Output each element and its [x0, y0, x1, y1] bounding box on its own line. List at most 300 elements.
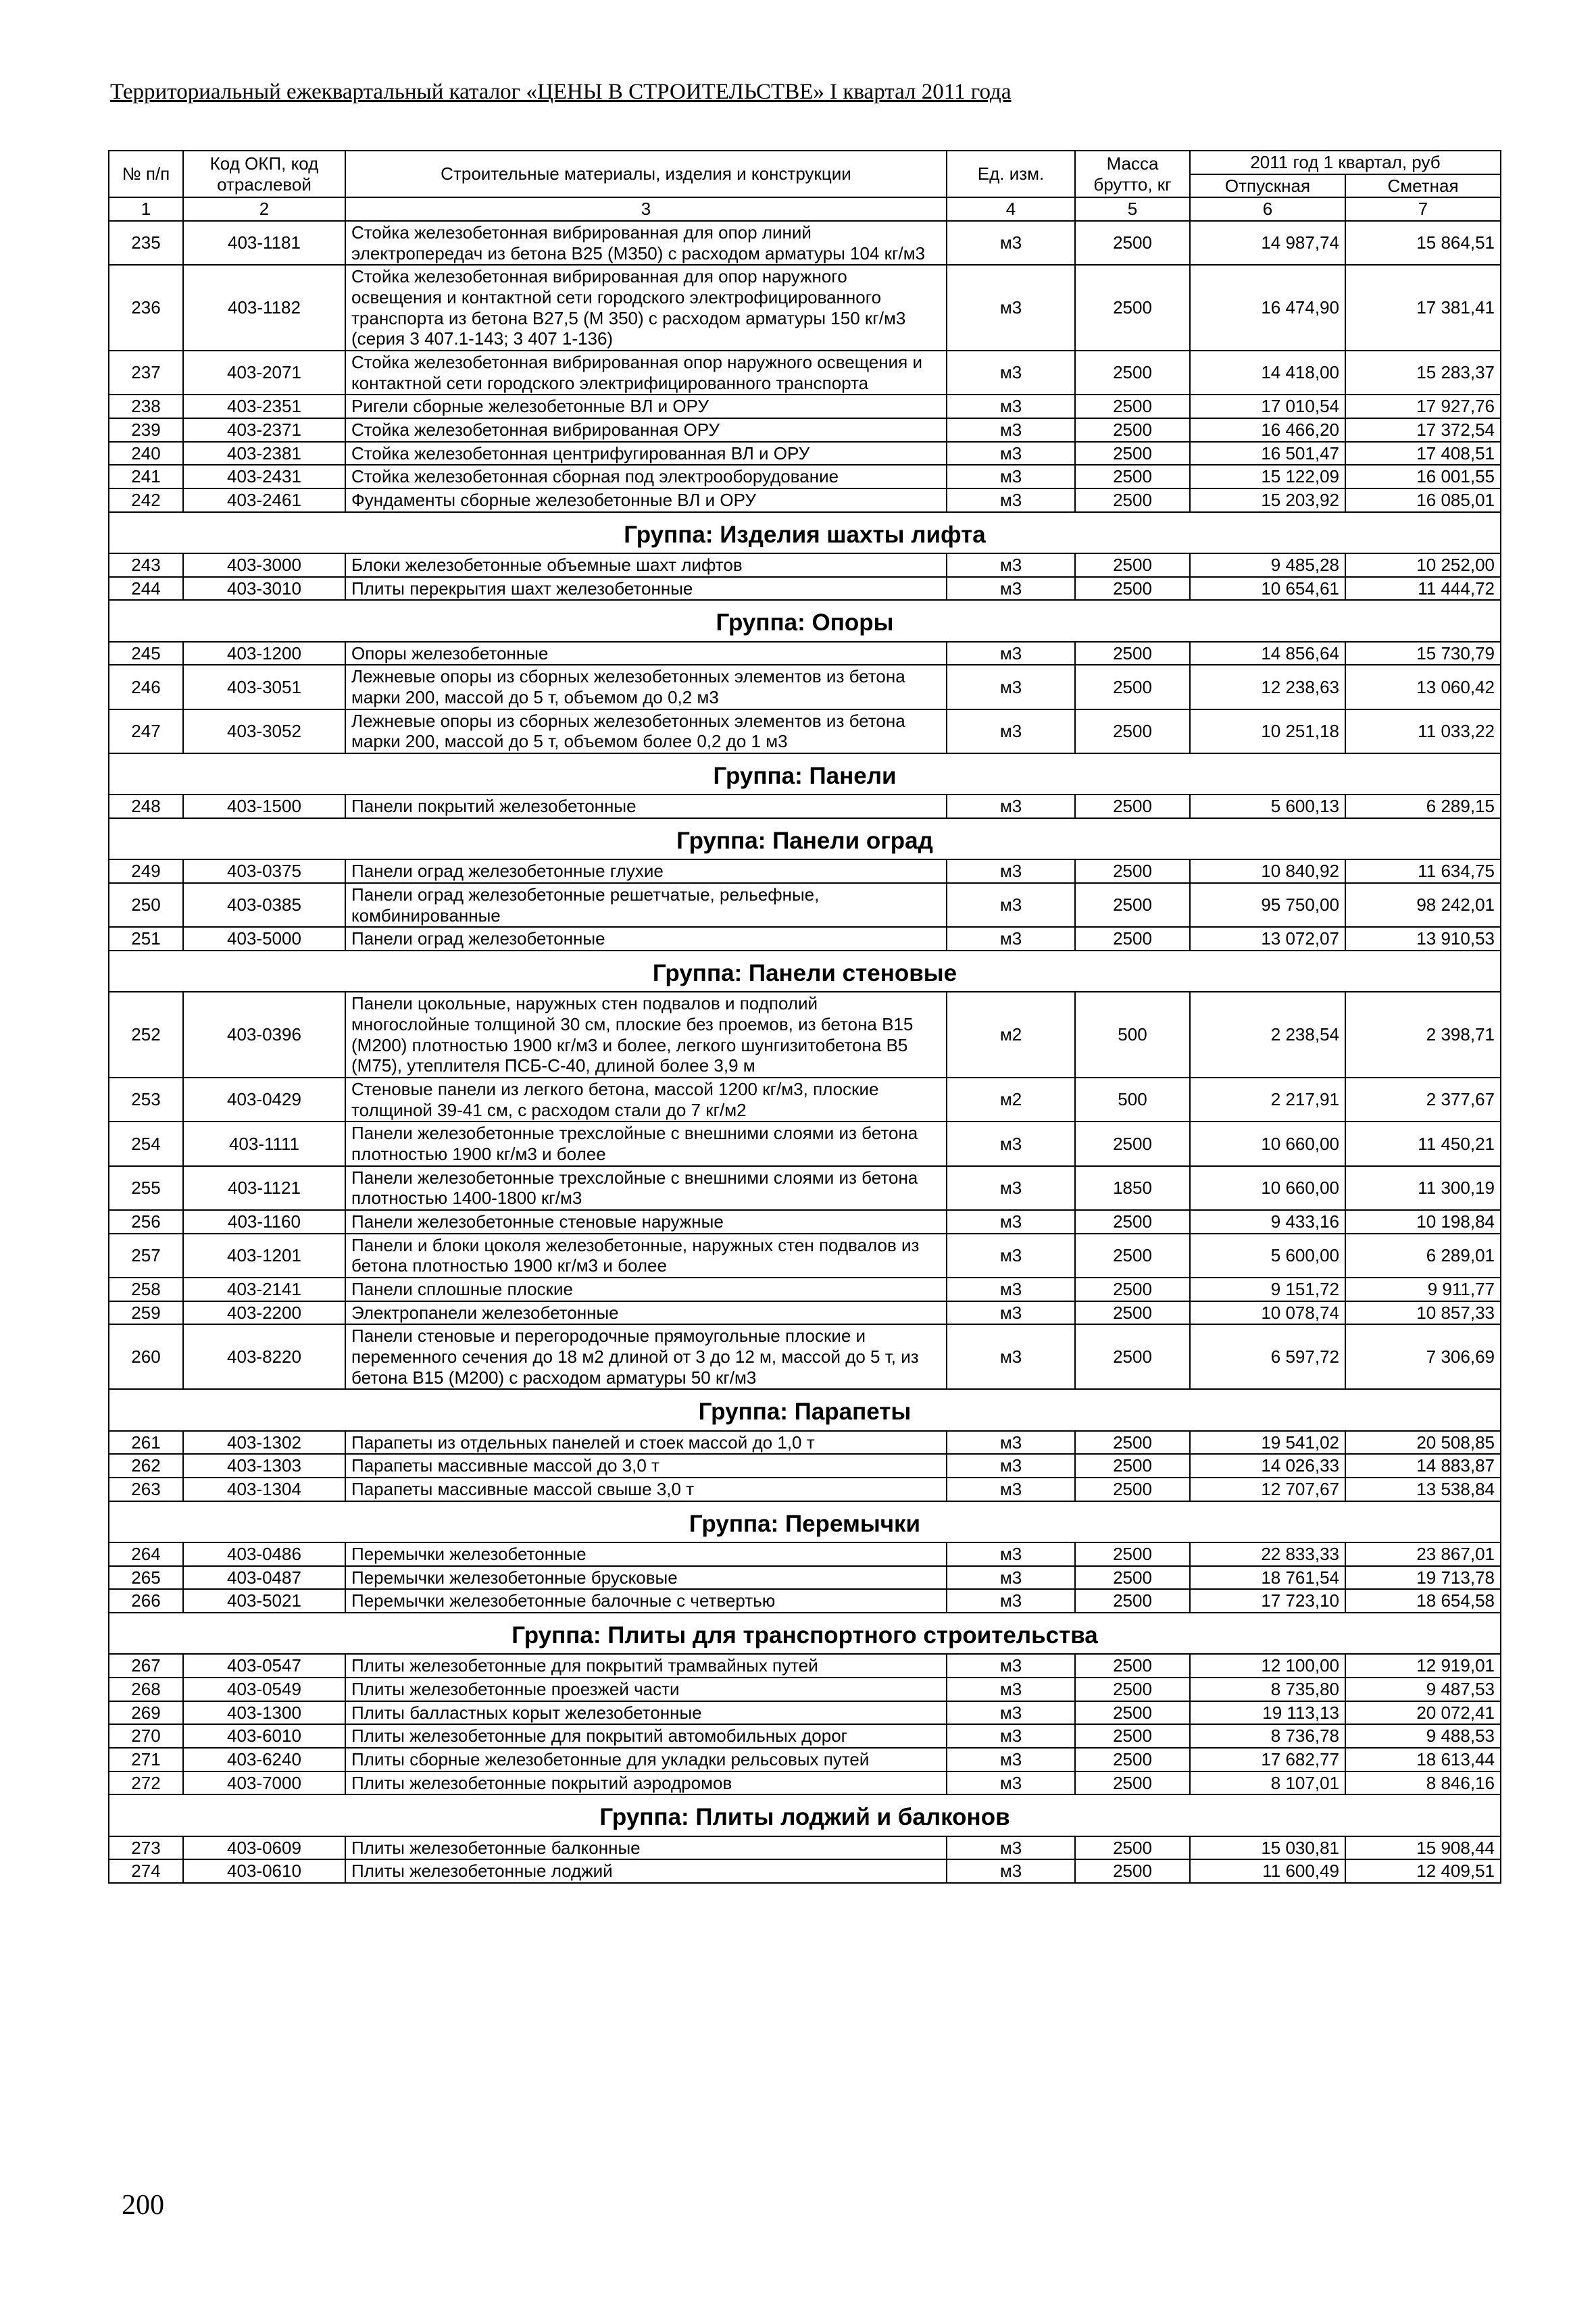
group-heading-row: [109, 1794, 1501, 1836]
row-estimate-price: 7 306,69: [1345, 1324, 1501, 1389]
table-row: [109, 795, 1501, 818]
row-estimate-price: 11 033,22: [1345, 709, 1501, 753]
row-release-price: 10 660,00: [1190, 1166, 1345, 1210]
row-estimate-price: 10 857,33: [1345, 1301, 1501, 1325]
row-mass: 2500: [1075, 927, 1190, 951]
row-estimate-price: 20 072,41: [1345, 1701, 1501, 1725]
row-code: 403-0487: [183, 1566, 345, 1590]
row-unit: м3: [947, 795, 1075, 818]
row-release-price: 14 856,64: [1190, 642, 1345, 665]
row-release-price: 12 100,00: [1190, 1654, 1345, 1678]
row-code: 403-1201: [183, 1234, 345, 1278]
col-header-unit: Ед. изм.: [947, 151, 1075, 197]
row-number: 273: [109, 1836, 183, 1860]
row-estimate-price: 2 377,67: [1345, 1078, 1501, 1122]
row-unit: м3: [947, 1836, 1075, 1860]
row-unit: м3: [947, 1166, 1075, 1210]
row-unit: м3: [947, 927, 1075, 951]
row-code: 403-0375: [183, 859, 345, 883]
row-code: 403-2351: [183, 395, 345, 418]
row-unit: м3: [947, 351, 1075, 395]
row-code: 403-1181: [183, 221, 345, 265]
row-code: 403-8220: [183, 1324, 345, 1389]
row-mass: 2500: [1075, 488, 1190, 512]
row-estimate-price: 12 919,01: [1345, 1654, 1501, 1678]
row-mass: 2500: [1075, 221, 1190, 265]
row-unit: м2: [947, 992, 1075, 1078]
row-name: Плиты железобетонные для покрытий автомобильных дорог: [345, 1724, 947, 1748]
table-row: [109, 1859, 1501, 1883]
row-estimate-price: 16 001,55: [1345, 465, 1501, 488]
row-code: 403-1500: [183, 795, 345, 818]
column-index-row: [109, 197, 1501, 221]
row-name: Стойка железобетонная вибрированная опор наружного освещения и контактной сети городского электрифицированного транспорта: [345, 351, 947, 395]
row-name: Ригели сборные железобетонные ВЛ и ОРУ: [345, 395, 947, 418]
row-name: Плиты сборные железобетонные для укладки рельсовых путей: [345, 1748, 947, 1771]
row-unit: м3: [947, 883, 1075, 927]
row-estimate-price: 12 409,51: [1345, 1859, 1501, 1883]
row-name: Перемычки железобетонные: [345, 1542, 947, 1566]
group-heading-row: [109, 818, 1501, 859]
row-mass: 2500: [1075, 1678, 1190, 1701]
table-row: [109, 442, 1501, 466]
table-row: [109, 1836, 1501, 1860]
group-heading: Группа: Панели стеновые: [109, 951, 1501, 992]
row-mass: 2500: [1075, 1478, 1190, 1501]
row-mass: 2500: [1075, 1324, 1190, 1389]
row-unit: м3: [947, 1859, 1075, 1883]
row-name: Стойка железобетонная центрифугированная ВЛ и ОРУ: [345, 442, 947, 466]
row-mass: 2500: [1075, 1210, 1190, 1234]
row-mass: 2500: [1075, 709, 1190, 753]
row-mass: 2500: [1075, 883, 1190, 927]
row-number: 240: [109, 442, 183, 466]
row-estimate-price: 16 085,01: [1345, 488, 1501, 512]
row-code: 403-0385: [183, 883, 345, 927]
row-release-price: 10 654,61: [1190, 577, 1345, 601]
table-row: [109, 465, 1501, 488]
row-estimate-price: 17 927,76: [1345, 395, 1501, 418]
row-mass: 2500: [1075, 351, 1190, 395]
row-name: Панели оград железобетонные решетчатые, рельефные, комбинированные: [345, 883, 947, 927]
row-estimate-price: 11 444,72: [1345, 577, 1501, 601]
row-release-price: 18 761,54: [1190, 1566, 1345, 1590]
column-index: 6: [1190, 197, 1345, 221]
row-code: 403-2381: [183, 442, 345, 466]
row-unit: м3: [947, 665, 1075, 709]
row-unit: м3: [947, 1566, 1075, 1590]
row-code: 403-5021: [183, 1589, 345, 1613]
row-release-price: 12 707,67: [1190, 1478, 1345, 1501]
table-row: [109, 1771, 1501, 1795]
row-mass: 2500: [1075, 1431, 1190, 1455]
group-heading: Группа: Панели оград: [109, 818, 1501, 859]
row-release-price: 15 030,81: [1190, 1836, 1345, 1860]
row-estimate-price: 19 713,78: [1345, 1566, 1501, 1590]
row-unit: м3: [947, 577, 1075, 601]
column-index: 3: [345, 197, 947, 221]
price-table: [108, 150, 1501, 1884]
row-release-price: 2 238,54: [1190, 992, 1345, 1078]
table-row: [109, 1166, 1501, 1210]
row-number: 271: [109, 1748, 183, 1771]
row-estimate-price: 15 908,44: [1345, 1836, 1501, 1860]
column-index: 2: [183, 197, 345, 221]
row-estimate-price: 17 372,54: [1345, 418, 1501, 442]
row-name: Плиты железобетонные балконные: [345, 1836, 947, 1860]
row-code: 403-3052: [183, 709, 345, 753]
table-row: [109, 1278, 1501, 1301]
row-release-price: 16 466,20: [1190, 418, 1345, 442]
row-unit: м3: [947, 442, 1075, 466]
row-estimate-price: 15 864,51: [1345, 221, 1501, 265]
row-unit: м3: [947, 859, 1075, 883]
row-name: Стойка железобетонная вибрированная ОРУ: [345, 418, 947, 442]
col-header-mass: Масса брутто, кг: [1075, 151, 1190, 197]
row-release-price: 8 735,80: [1190, 1678, 1345, 1701]
table-row: [109, 1542, 1501, 1566]
column-index: 7: [1345, 197, 1501, 221]
row-number: 256: [109, 1210, 183, 1234]
row-release-price: 5 600,13: [1190, 795, 1345, 818]
row-estimate-price: 11 634,75: [1345, 859, 1501, 883]
row-release-price: 16 501,47: [1190, 442, 1345, 466]
row-estimate-price: 10 198,84: [1345, 1210, 1501, 1234]
row-unit: м3: [947, 1234, 1075, 1278]
row-release-price: 8 736,78: [1190, 1724, 1345, 1748]
row-unit: м3: [947, 265, 1075, 351]
row-mass: 2500: [1075, 395, 1190, 418]
row-release-price: 15 122,09: [1190, 465, 1345, 488]
row-number: 272: [109, 1771, 183, 1795]
group-heading-row: [109, 1613, 1501, 1654]
row-unit: м3: [947, 1278, 1075, 1301]
row-code: 403-1160: [183, 1210, 345, 1234]
group-heading: Группа: Плиты лоджий и балконов: [109, 1794, 1501, 1836]
row-name: Блоки железобетонные объемные шахт лифтов: [345, 553, 947, 577]
row-number: 245: [109, 642, 183, 665]
row-name: Фундаменты сборные железобетонные ВЛ и ОРУ: [345, 488, 947, 512]
row-code: 403-2141: [183, 1278, 345, 1301]
row-code: 403-1182: [183, 265, 345, 351]
row-estimate-price: 11 450,21: [1345, 1122, 1501, 1165]
row-unit: м3: [947, 1748, 1075, 1771]
catalog-title: Территориальный ежеквартальный каталог «ЦЕНЫ В СТРОИТЕЛЬСТВЕ» I квартал 2011 года: [110, 80, 1012, 104]
row-mass: 2500: [1075, 1771, 1190, 1795]
row-release-price: 10 251,18: [1190, 709, 1345, 753]
row-estimate-price: 18 654,58: [1345, 1589, 1501, 1613]
row-mass: 2500: [1075, 265, 1190, 351]
row-code: 403-6240: [183, 1748, 345, 1771]
row-name: Плиты железобетонные лоджий: [345, 1859, 947, 1883]
row-number: 248: [109, 795, 183, 818]
row-estimate-price: 18 613,44: [1345, 1748, 1501, 1771]
row-release-price: 95 750,00: [1190, 883, 1345, 927]
row-number: 269: [109, 1701, 183, 1725]
row-code: 403-2071: [183, 351, 345, 395]
row-name: Стойка железобетонная вибрированная для опор линий электропередач из бетона В25 (М350) с расходом арматуры 104 кг/м3: [345, 221, 947, 265]
table-row: [109, 1654, 1501, 1678]
row-code: 403-5000: [183, 927, 345, 951]
table-row: [109, 1478, 1501, 1501]
col-header-period: 2011 год 1 квартал, руб: [1190, 151, 1501, 174]
row-code: 403-2371: [183, 418, 345, 442]
row-release-price: 2 217,91: [1190, 1078, 1345, 1122]
row-number: 262: [109, 1454, 183, 1478]
row-mass: 2500: [1075, 1701, 1190, 1725]
row-unit: м3: [947, 465, 1075, 488]
row-number: 265: [109, 1566, 183, 1590]
row-mass: 2500: [1075, 553, 1190, 577]
row-unit: м3: [947, 1454, 1075, 1478]
row-unit: м3: [947, 1701, 1075, 1725]
row-mass: 2500: [1075, 1654, 1190, 1678]
row-number: 243: [109, 553, 183, 577]
row-code: 403-3000: [183, 553, 345, 577]
row-number: 258: [109, 1278, 183, 1301]
group-heading-row: [109, 1501, 1501, 1542]
table-row: [109, 859, 1501, 883]
row-code: 403-1200: [183, 642, 345, 665]
row-name: Панели железобетонные стеновые наружные: [345, 1210, 947, 1234]
row-name: Панели оград железобетонные глухие: [345, 859, 947, 883]
row-number: 235: [109, 221, 183, 265]
row-number: 236: [109, 265, 183, 351]
group-heading: Группа: Плиты для транспортного строительства: [109, 1613, 1501, 1654]
table-row: [109, 1431, 1501, 1455]
row-number: 267: [109, 1654, 183, 1678]
group-heading: Группа: Изделия шахты лифта: [109, 512, 1501, 553]
row-code: 403-0610: [183, 1859, 345, 1883]
row-unit: м3: [947, 1431, 1075, 1455]
row-release-price: 14 026,33: [1190, 1454, 1345, 1478]
row-name: Панели железобетонные трехслойные с внешними слоями из бетона плотностью 1400-1800 кг/м3: [345, 1166, 947, 1210]
table-row: [109, 577, 1501, 601]
row-number: 254: [109, 1122, 183, 1165]
row-name: Панели и блоки цоколя железобетонные, наружных стен подвалов из бетона плотностью 1900 кг/м3 и более: [345, 1234, 947, 1278]
row-number: 239: [109, 418, 183, 442]
row-estimate-price: 15 283,37: [1345, 351, 1501, 395]
row-number: 246: [109, 665, 183, 709]
row-code: 403-2431: [183, 465, 345, 488]
row-code: 403-0486: [183, 1542, 345, 1566]
row-release-price: 19 541,02: [1190, 1431, 1345, 1455]
row-code: 403-0396: [183, 992, 345, 1078]
group-heading-row: [109, 1389, 1501, 1430]
row-estimate-price: 13 060,42: [1345, 665, 1501, 709]
table-row: [109, 1724, 1501, 1748]
group-heading-row: [109, 600, 1501, 641]
row-name: Стойка железобетонная сборная под электрооборудование: [345, 465, 947, 488]
row-name: Панели стеновые и перегородочные прямоугольные плоские и переменного сечения до 18 м2 длиной от 3 до 12 м, массой до 5 т, из бетона В15 (М200) с расходом арматуры 50 кг/м3: [345, 1324, 947, 1389]
row-unit: м3: [947, 1542, 1075, 1566]
table-row: [109, 553, 1501, 577]
row-release-price: 17 682,77: [1190, 1748, 1345, 1771]
row-unit: м2: [947, 1078, 1075, 1122]
row-number: 250: [109, 883, 183, 927]
row-estimate-price: 9 487,53: [1345, 1678, 1501, 1701]
col-header-code: Код ОКП, код отраслевой: [183, 151, 345, 197]
table-row: [109, 1234, 1501, 1278]
row-code: 403-0547: [183, 1654, 345, 1678]
row-code: 403-1304: [183, 1478, 345, 1501]
row-release-price: 10 660,00: [1190, 1122, 1345, 1165]
table-row: [109, 221, 1501, 265]
row-code: 403-3010: [183, 577, 345, 601]
row-mass: 2500: [1075, 795, 1190, 818]
table-body: [109, 221, 1501, 1883]
row-release-price: 8 107,01: [1190, 1771, 1345, 1795]
row-mass: 1850: [1075, 1166, 1190, 1210]
row-release-price: 15 203,92: [1190, 488, 1345, 512]
row-number: 242: [109, 488, 183, 512]
row-number: 247: [109, 709, 183, 753]
table-row: [109, 1454, 1501, 1478]
table-row: [109, 992, 1501, 1078]
page-header: [110, 80, 1502, 105]
row-release-price: 10 078,74: [1190, 1301, 1345, 1325]
row-estimate-price: 15 730,79: [1345, 642, 1501, 665]
row-name: Стеновые панели из легкого бетона, массой 1200 кг/м3, плоские толщиной 39-41 см, с расходом стали до 7 кг/м2: [345, 1078, 947, 1122]
row-name: Плиты железобетонные для покрытий трамвайных путей: [345, 1654, 947, 1678]
row-name: Электропанели железобетонные: [345, 1301, 947, 1325]
row-unit: м3: [947, 1771, 1075, 1795]
row-number: 252: [109, 992, 183, 1078]
row-mass: 2500: [1075, 642, 1190, 665]
row-mass: 2500: [1075, 1278, 1190, 1301]
row-code: 403-2461: [183, 488, 345, 512]
row-release-price: 22 833,33: [1190, 1542, 1345, 1566]
row-release-price: 10 840,92: [1190, 859, 1345, 883]
row-number: 238: [109, 395, 183, 418]
row-estimate-price: 14 883,87: [1345, 1454, 1501, 1478]
row-mass: 2500: [1075, 1122, 1190, 1165]
row-mass: 2500: [1075, 1542, 1190, 1566]
row-mass: 2500: [1075, 577, 1190, 601]
row-release-price: 17 723,10: [1190, 1589, 1345, 1613]
col-header-estimate: Сметная: [1345, 174, 1501, 198]
row-name: Перемычки железобетонные брусковые: [345, 1566, 947, 1590]
row-mass: 2500: [1075, 1859, 1190, 1883]
page-number: 200: [122, 2190, 164, 2221]
table-row: [109, 927, 1501, 951]
group-heading-row: [109, 753, 1501, 795]
row-mass: 2500: [1075, 665, 1190, 709]
row-name: Плиты железобетонные покрытий аэродромов: [345, 1771, 947, 1795]
row-unit: м3: [947, 1589, 1075, 1613]
table-row: [109, 1748, 1501, 1771]
group-heading-row: [109, 512, 1501, 553]
row-code: 403-0429: [183, 1078, 345, 1122]
row-estimate-price: 13 910,53: [1345, 927, 1501, 951]
row-unit: м3: [947, 1654, 1075, 1678]
row-unit: м3: [947, 709, 1075, 753]
row-name: Панели оград железобетонные: [345, 927, 947, 951]
row-release-price: 13 072,07: [1190, 927, 1345, 951]
row-estimate-price: 23 867,01: [1345, 1542, 1501, 1566]
row-name: Лежневые опоры из сборных железобетонных элементов из бетона марки 200, массой до 5 т, объемом до 0,2 м3: [345, 665, 947, 709]
table-row: [109, 265, 1501, 351]
row-estimate-price: 6 289,01: [1345, 1234, 1501, 1278]
table-row: [109, 1324, 1501, 1389]
row-number: 244: [109, 577, 183, 601]
row-mass: 2500: [1075, 859, 1190, 883]
row-code: 403-1302: [183, 1431, 345, 1455]
column-index: 5: [1075, 197, 1190, 221]
table-row: [109, 1566, 1501, 1590]
row-estimate-price: 10 252,00: [1345, 553, 1501, 577]
row-estimate-price: 8 846,16: [1345, 1771, 1501, 1795]
table-row: [109, 488, 1501, 512]
row-unit: м3: [947, 221, 1075, 265]
row-number: 249: [109, 859, 183, 883]
row-estimate-price: 20 508,85: [1345, 1431, 1501, 1455]
row-estimate-price: 2 398,71: [1345, 992, 1501, 1078]
table-row: [109, 418, 1501, 442]
row-mass: 2500: [1075, 465, 1190, 488]
row-number: 270: [109, 1724, 183, 1748]
row-release-price: 12 238,63: [1190, 665, 1345, 709]
row-name: Перемычки железобетонные балочные с четвертью: [345, 1589, 947, 1613]
row-number: 259: [109, 1301, 183, 1325]
row-unit: м3: [947, 1301, 1075, 1325]
row-mass: 2500: [1075, 418, 1190, 442]
row-name: Парапеты из отдельных панелей и стоек массой до 1,0 т: [345, 1431, 947, 1455]
row-code: 403-0549: [183, 1678, 345, 1701]
row-mass: 2500: [1075, 1589, 1190, 1613]
row-name: Панели железобетонные трехслойные с внешними слоями из бетона плотностью 1900 кг/м3 и более: [345, 1122, 947, 1165]
row-estimate-price: 98 242,01: [1345, 883, 1501, 927]
row-name: Плиты балластных корыт железобетонные: [345, 1701, 947, 1725]
row-mass: 2500: [1075, 1724, 1190, 1748]
row-unit: м3: [947, 553, 1075, 577]
table-row: [109, 642, 1501, 665]
row-code: 403-3051: [183, 665, 345, 709]
col-header-release: Отпускная: [1190, 174, 1345, 198]
row-release-price: 6 597,72: [1190, 1324, 1345, 1389]
row-name: Парапеты массивные массой свыше 3,0 т: [345, 1478, 947, 1501]
row-number: 274: [109, 1859, 183, 1883]
row-mass: 2500: [1075, 1234, 1190, 1278]
row-unit: м3: [947, 418, 1075, 442]
row-unit: м3: [947, 1478, 1075, 1501]
row-mass: 500: [1075, 992, 1190, 1078]
table-row: [109, 395, 1501, 418]
row-unit: м3: [947, 488, 1075, 512]
row-code: 403-1303: [183, 1454, 345, 1478]
row-number: 257: [109, 1234, 183, 1278]
row-name: Опоры железобетонные: [345, 642, 947, 665]
row-unit: м3: [947, 395, 1075, 418]
row-release-price: 9 151,72: [1190, 1278, 1345, 1301]
row-estimate-price: 9 488,53: [1345, 1724, 1501, 1748]
table-row: [109, 351, 1501, 395]
row-release-price: 16 474,90: [1190, 265, 1345, 351]
row-name: Стойка железобетонная вибрированная для опор наружного освещения и контактной сети городского электрофицированного транспорта из бетона В27,5 (М 350) с расходом арматуры 150 кг/м3 (серия 3 407.1-143; 3 407 1-136): [345, 265, 947, 351]
row-release-price: 9 485,28: [1190, 553, 1345, 577]
row-release-price: 5 600,00: [1190, 1234, 1345, 1278]
row-name: Панели цокольные, наружных стен подвалов и подполий многослойные толщиной 30 см, плоские без проемов, из бетона В15 (М200) плотностью 1900 кг/м3 и более, легкого шунгизитобетона В5 (М75), утеплителя ПСБ-С-40, длиной более 3,9 м: [345, 992, 947, 1078]
row-code: 403-7000: [183, 1771, 345, 1795]
group-heading-row: [109, 951, 1501, 992]
row-mass: 2500: [1075, 1566, 1190, 1590]
row-name: Плиты железобетонные проезжей части: [345, 1678, 947, 1701]
row-release-price: 11 600,49: [1190, 1859, 1345, 1883]
group-heading: Группа: Панели: [109, 753, 1501, 795]
row-name: Плиты перекрытия шахт железобетонные: [345, 577, 947, 601]
row-number: 260: [109, 1324, 183, 1389]
col-header-name: Строительные материалы, изделия и конструкции: [345, 151, 947, 197]
